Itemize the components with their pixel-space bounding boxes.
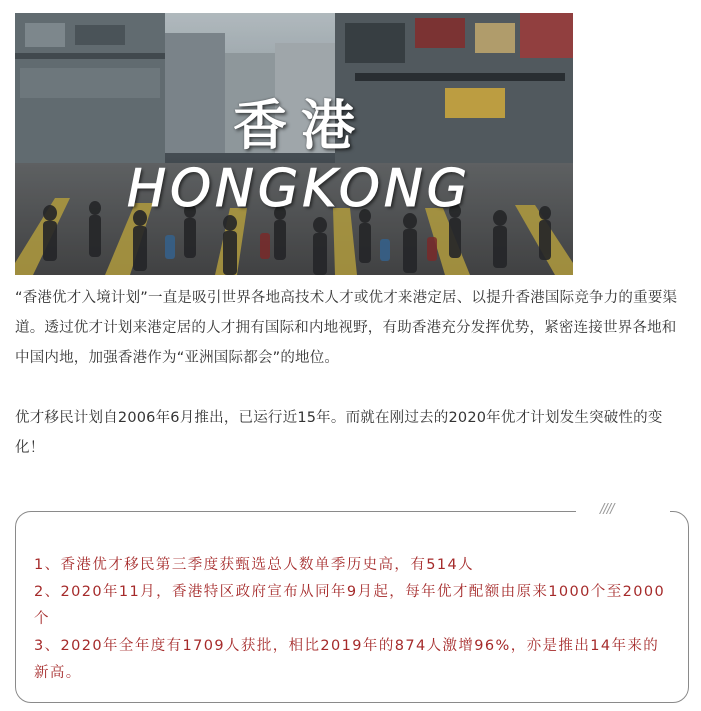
highlight-box [15, 502, 689, 703]
hero-title-chinese: 香港 [233, 94, 369, 157]
history-paragraph: 优才移民计划自2006年6月推出，已运行近15年。而就在刚过去的2020年优才计划发生突破性的变化！ [15, 410, 663, 456]
hero-banner [15, 13, 573, 275]
box-border-gap [576, 509, 670, 515]
highlight-list [34, 552, 674, 687]
highlight-item-1: 1、香港优才移民第三季度获甄选总人数单季历史高，有514人 [34, 557, 474, 573]
highlight-item-2: 2、2020年11月，香港特区政府宣布从同年9月起，每年优才配额由原来1000个至2000个 [34, 584, 666, 627]
intro-paragraph: “香港优才入境计划”一直是吸引世界各地高技术人才或优才来港定居、以提升香港国际竞争力的重要渠道。透过优才计划来港定居的人才拥有国际和内地视野，有助香港充分发挥优势，紧密连接世界各地和中国内地，加强香港作为“亚洲国际都会”的地位。 [15, 290, 678, 366]
highlight-item-3: 3、2020年全年度有1709人获批，相比2019年的874人激增96%，亦是推出14年来的新高。 [34, 638, 660, 681]
hero-title-english: HONGKONG [127, 159, 472, 219]
slash-decoration: //// [596, 502, 618, 517]
